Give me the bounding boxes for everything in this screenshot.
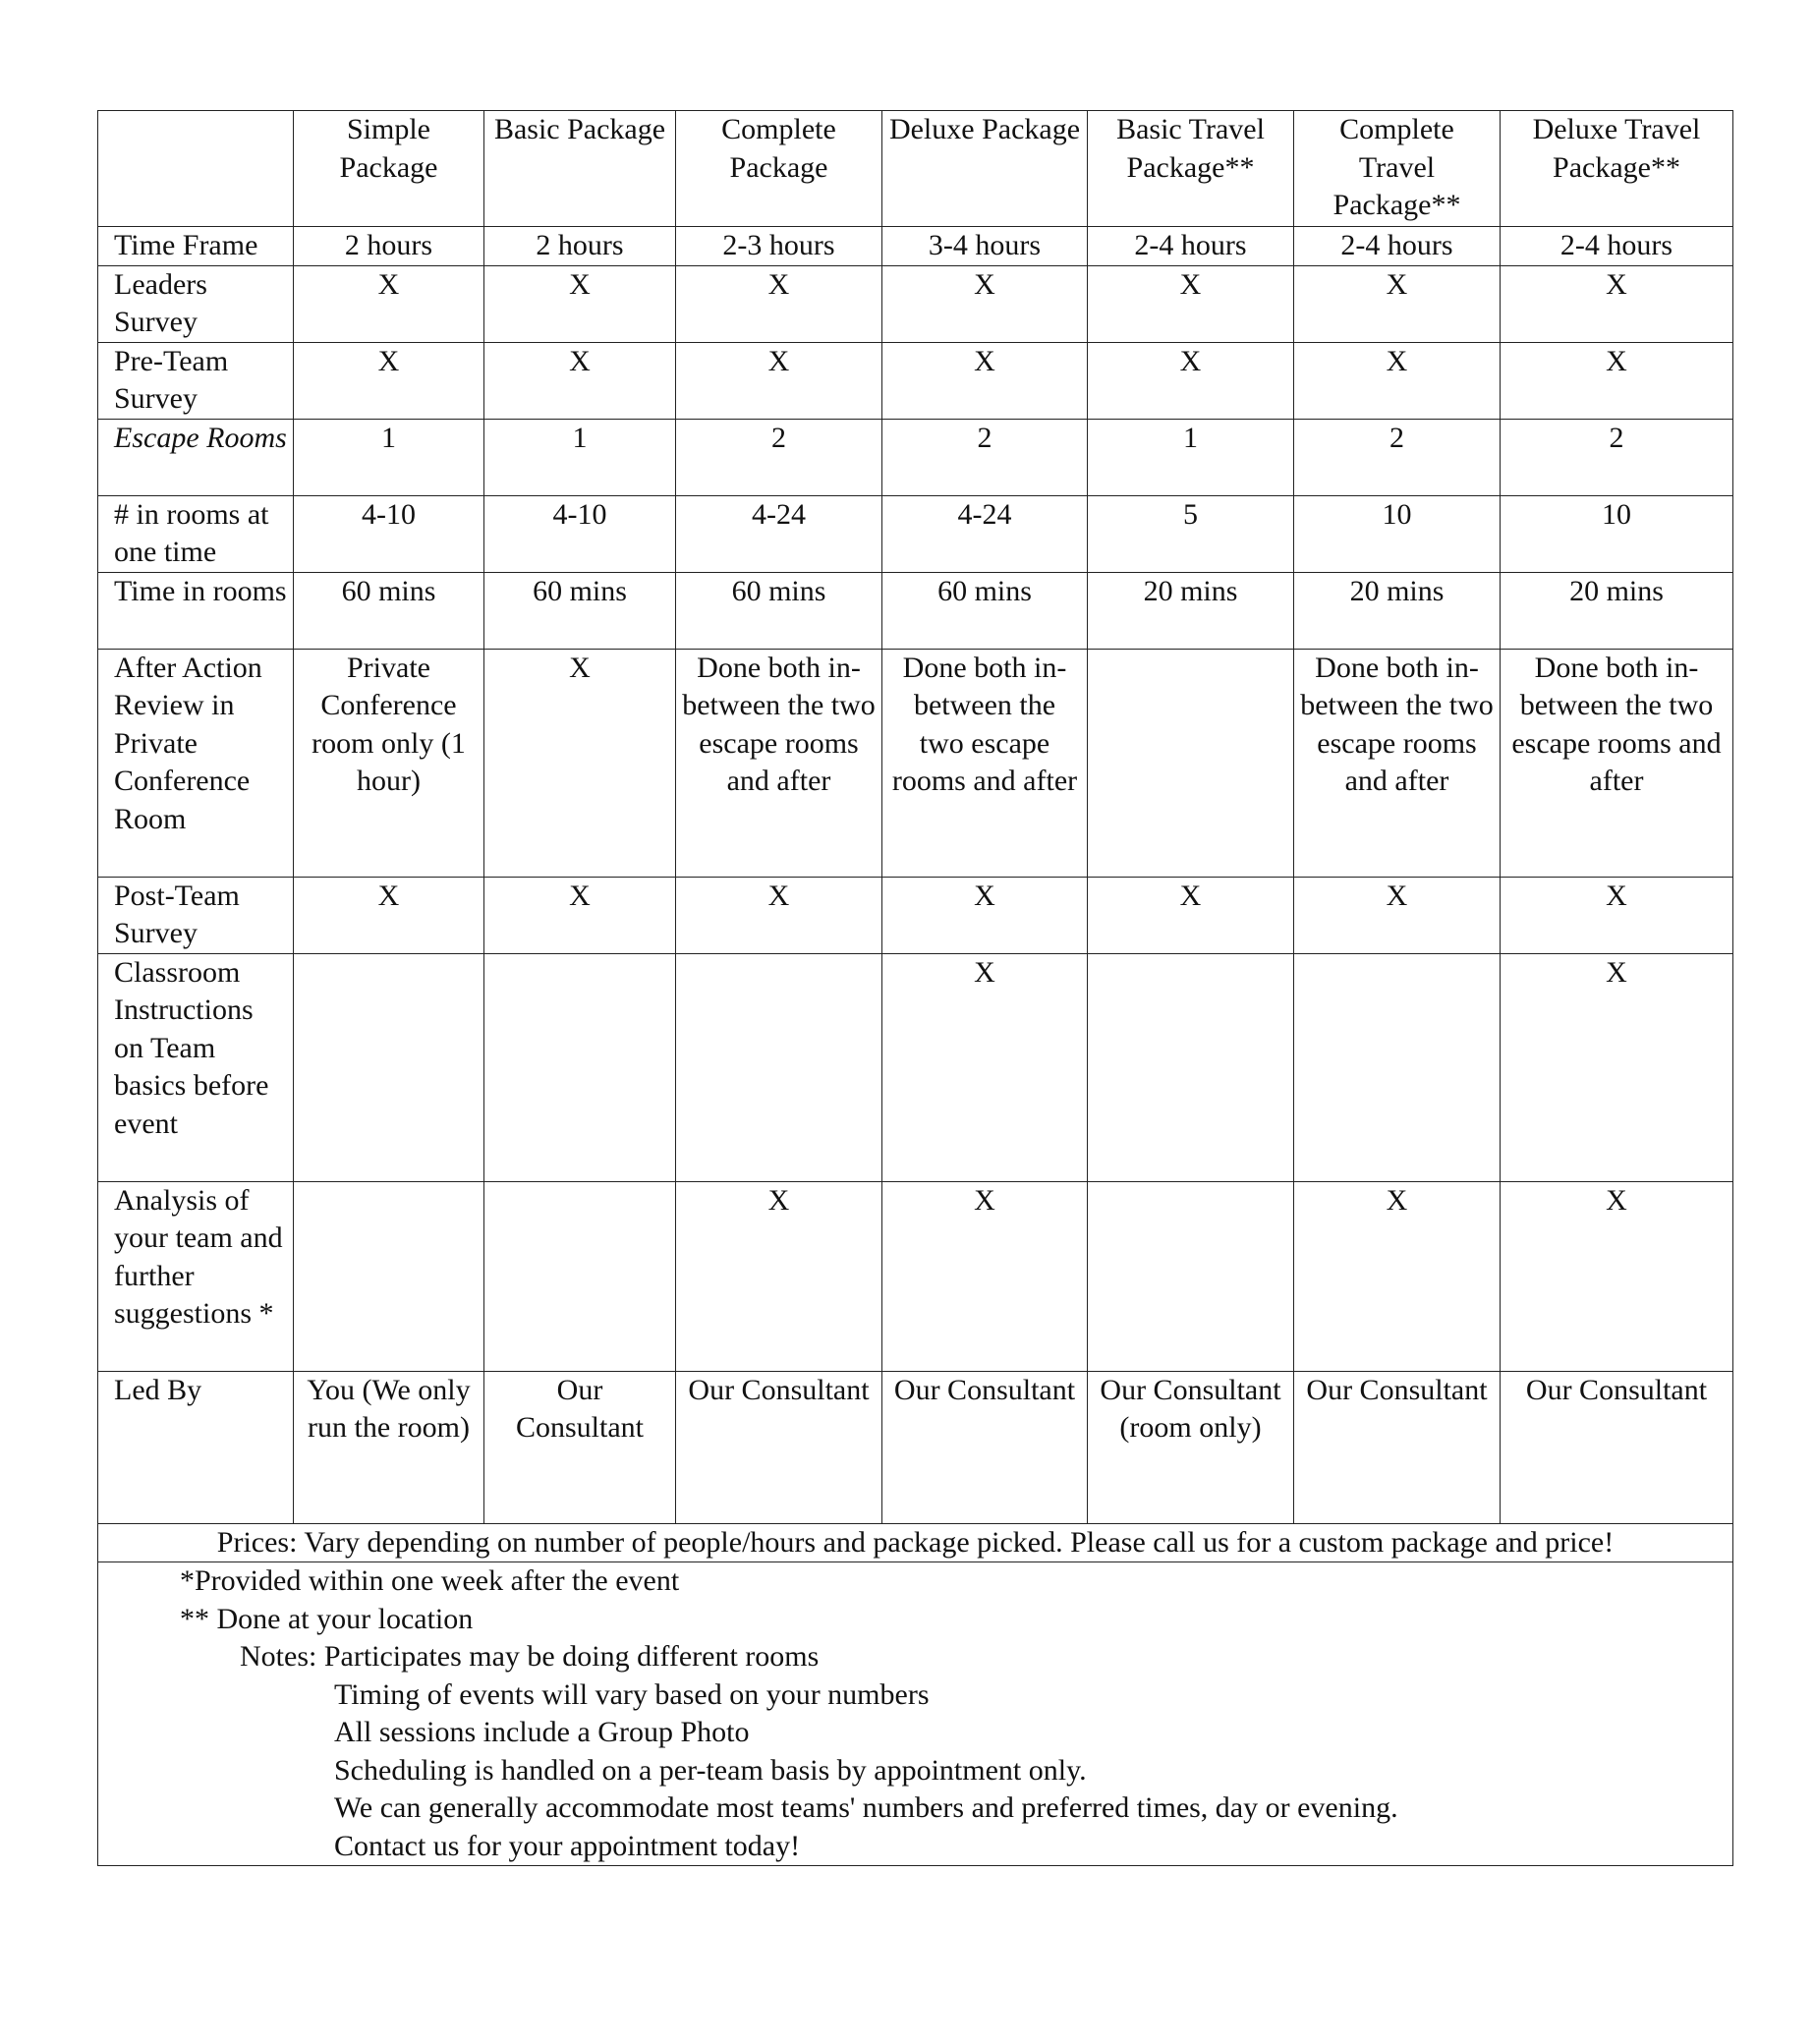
table-cell: Done both in-between the two escape rooms and after xyxy=(1501,649,1733,877)
row-label: Time Frame xyxy=(98,227,294,266)
table-cell: X xyxy=(1294,265,1501,342)
row-leaders-survey xyxy=(98,265,1733,342)
table-cell: Our Consultant xyxy=(1501,1371,1733,1523)
table-cell: X xyxy=(882,265,1088,342)
table-cell: 1 xyxy=(294,419,484,495)
notes-cell xyxy=(98,1562,1733,1866)
row-label: After Action Review in Private Conference Room xyxy=(98,649,294,877)
footnote-line: ** Done at your location xyxy=(180,1602,474,1635)
table-cell: 2-4 hours xyxy=(1294,227,1501,266)
header-basic-package: Basic Package xyxy=(484,111,676,227)
table-cell: Our Consultant xyxy=(882,1371,1088,1523)
table-cell: 2 xyxy=(676,419,882,495)
table-cell: 5 xyxy=(1088,495,1294,572)
table-cell: 10 xyxy=(1501,495,1733,572)
table-cell: 20 mins xyxy=(1294,572,1501,649)
table-cell: 4-24 xyxy=(676,495,882,572)
table-cell xyxy=(1088,953,1294,1181)
table-cell: X xyxy=(1501,877,1733,953)
table-cell: Our Consultant xyxy=(1294,1371,1501,1523)
table-cell: 60 mins xyxy=(676,572,882,649)
table-cell: X xyxy=(484,649,676,877)
table-cell: X xyxy=(294,342,484,419)
table-cell: 60 mins xyxy=(484,572,676,649)
table-cell: 2 hours xyxy=(484,227,676,266)
table-cell xyxy=(1088,1181,1294,1371)
table-cell: Our Consultant xyxy=(484,1371,676,1523)
table-cell: 1 xyxy=(484,419,676,495)
row-led-by xyxy=(98,1371,1733,1523)
row-label: Escape Rooms xyxy=(98,419,294,495)
row-label: Post-Team Survey xyxy=(98,877,294,953)
table-cell: 2 xyxy=(1501,419,1733,495)
table-cell xyxy=(294,1181,484,1371)
note-line: We can generally accommodate most teams' numbers and preferred times, day or evening. xyxy=(334,1791,1398,1824)
row-pre-team-survey xyxy=(98,342,1733,419)
table-cell: X xyxy=(294,265,484,342)
table-cell: 3-4 hours xyxy=(882,227,1088,266)
header-deluxe-package: Deluxe Package xyxy=(882,111,1088,227)
table-cell xyxy=(484,1181,676,1371)
table-cell: X xyxy=(676,342,882,419)
table-cell: Done both in-between the two escape rooms and after xyxy=(1294,649,1501,877)
row-time-frame xyxy=(98,227,1733,266)
table-cell: X xyxy=(1088,265,1294,342)
table-cell: X xyxy=(1294,1181,1501,1371)
row-label: Classroom Instructions on Team basics before event xyxy=(98,953,294,1181)
note-line: Scheduling is handled on a per-team basis by appointment only. xyxy=(334,1753,1087,1787)
table-cell: 2 xyxy=(882,419,1088,495)
prices-text: Prices: Vary depending on number of people/hours and package picked. Please call us for a custom package and price! xyxy=(98,1523,1733,1562)
table-cell: Private Conference room only (1 hour) xyxy=(294,649,484,877)
notes-first-line xyxy=(98,1638,1732,1676)
table-cell: 4-10 xyxy=(294,495,484,572)
table-cell: X xyxy=(882,877,1088,953)
row-label: Analysis of your team and further suggestions * xyxy=(98,1181,294,1371)
table-cell: You (We only run the room) xyxy=(294,1371,484,1523)
table-cell: X xyxy=(484,342,676,419)
table-cell xyxy=(1294,953,1501,1181)
table-cell xyxy=(294,953,484,1181)
row-label: Leaders Survey xyxy=(98,265,294,342)
row-analysis-of-team xyxy=(98,1181,1733,1371)
note-line: Timing of events will vary based on your numbers xyxy=(334,1677,930,1711)
notes-label: Notes: xyxy=(240,1640,324,1673)
table-cell: 4-10 xyxy=(484,495,676,572)
header-basic-travel-package: Basic Travel Package** xyxy=(1088,111,1294,227)
footnote-line: *Provided within one week after the event xyxy=(180,1564,680,1597)
row-label: Pre-Team Survey xyxy=(98,342,294,419)
table-cell: X xyxy=(1501,265,1733,342)
row-label: # in rooms at one time xyxy=(98,495,294,572)
header-simple-package: Simple Package xyxy=(294,111,484,227)
table-cell: X xyxy=(1294,342,1501,419)
table-cell: 1 xyxy=(1088,419,1294,495)
package-comparison-table xyxy=(97,110,1733,1866)
prices-row xyxy=(98,1523,1733,1562)
table-cell: 2 xyxy=(1294,419,1501,495)
table-cell: X xyxy=(1294,877,1501,953)
header-blank xyxy=(98,111,294,227)
table-cell: X xyxy=(882,1181,1088,1371)
table-cell: Our Consultant xyxy=(676,1371,882,1523)
table-cell: X xyxy=(1088,342,1294,419)
row-label: Led By xyxy=(98,1371,294,1523)
header-complete-travel-package: Complete Travel Package** xyxy=(1294,111,1501,227)
note-line: Contact us for your appointment today! xyxy=(334,1829,801,1862)
table-cell: 60 mins xyxy=(294,572,484,649)
table-cell: 4-24 xyxy=(882,495,1088,572)
row-in-rooms-at-one-time xyxy=(98,495,1733,572)
table-cell xyxy=(1088,649,1294,877)
row-classroom-instructions xyxy=(98,953,1733,1181)
row-after-action-review xyxy=(98,649,1733,877)
note-line: All sessions include a Group Photo xyxy=(334,1716,750,1748)
row-label: Time in rooms xyxy=(98,572,294,649)
header-row xyxy=(98,111,1733,227)
table-cell: X xyxy=(882,342,1088,419)
header-complete-package: Complete Package xyxy=(676,111,882,227)
table-cell: X xyxy=(1501,342,1733,419)
table-cell: 20 mins xyxy=(1501,572,1733,649)
note-text: Participates may be doing different rooms xyxy=(323,1640,820,1673)
table-cell: X xyxy=(676,1181,882,1371)
table-cell: Our Consultant (room only) xyxy=(1088,1371,1294,1523)
table-cell: 60 mins xyxy=(882,572,1088,649)
table-cell: X xyxy=(484,877,676,953)
table-cell: X xyxy=(484,265,676,342)
row-escape-rooms xyxy=(98,419,1733,495)
table-cell xyxy=(484,953,676,1181)
table-cell: X xyxy=(882,953,1088,1181)
table-cell: 2 hours xyxy=(294,227,484,266)
table-cell: 2-3 hours xyxy=(676,227,882,266)
table-cell xyxy=(676,953,882,1181)
header-deluxe-travel-package: Deluxe Travel Package** xyxy=(1501,111,1733,227)
table-cell: X xyxy=(676,877,882,953)
table-cell: X xyxy=(1088,877,1294,953)
table-cell: X xyxy=(676,265,882,342)
table-cell: 2-4 hours xyxy=(1501,227,1733,266)
notes-row xyxy=(98,1562,1733,1866)
table-cell: 10 xyxy=(1294,495,1501,572)
table-cell: 2-4 hours xyxy=(1088,227,1294,266)
table-cell: Done both in-between the two escape rooms and after xyxy=(882,649,1088,877)
table-cell: Done both in-between the two escape rooms and after xyxy=(676,649,882,877)
row-post-team-survey xyxy=(98,877,1733,953)
table-cell: X xyxy=(294,877,484,953)
table-cell: 20 mins xyxy=(1088,572,1294,649)
row-time-in-rooms xyxy=(98,572,1733,649)
table-cell: X xyxy=(1501,1181,1733,1371)
table-cell: X xyxy=(1501,953,1733,1181)
